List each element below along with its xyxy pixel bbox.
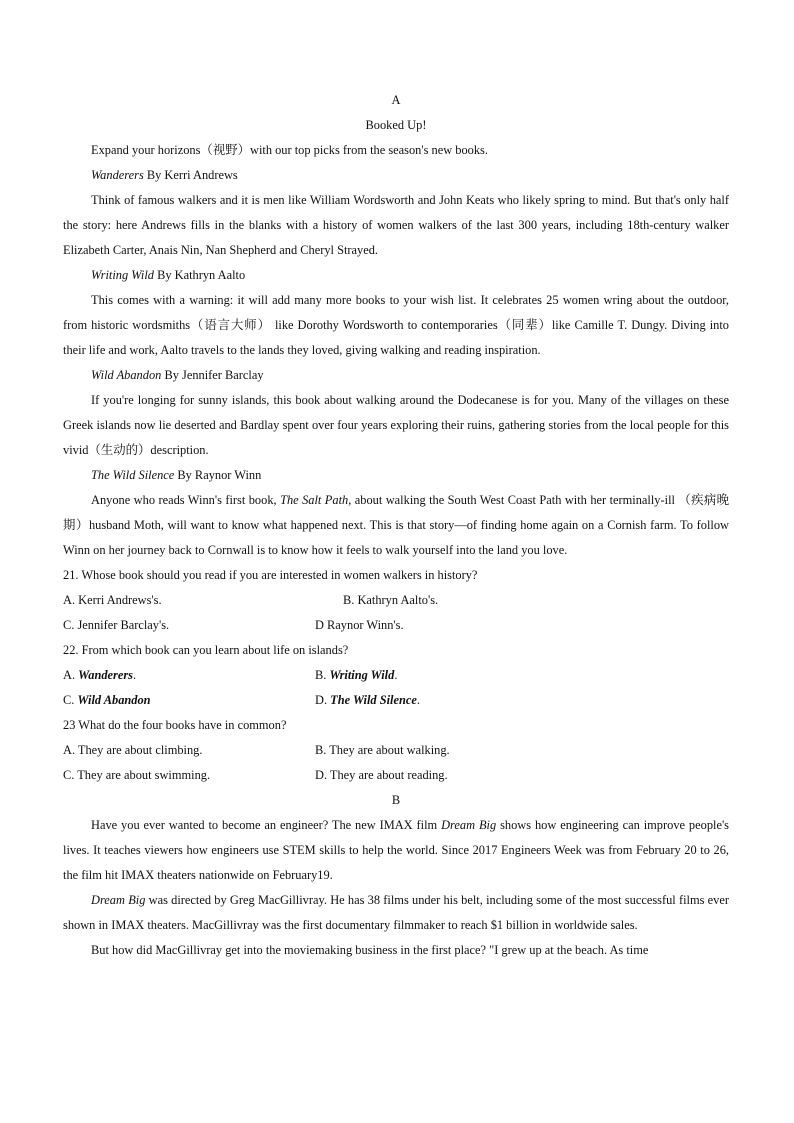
option-letter: A. xyxy=(63,668,79,682)
book-description xyxy=(63,488,729,563)
option-title: Wanderers xyxy=(78,668,133,682)
option-a[interactable] xyxy=(63,663,315,688)
option-suffix: . xyxy=(133,668,137,682)
option-title: The Wild Silence xyxy=(330,693,417,707)
book-description-text: , about walking the South West Coast Path with her terminally-ill （疾病晚期）husband Moth, will want to know what happened next. This is that story—of finding home again on a Cornish farm. To follow Winn on her journey back to Cornwall is to know how it feels to walk yourself into the land you love. xyxy=(63,493,729,557)
book-title: Writing Wild xyxy=(91,268,154,282)
book-heading xyxy=(63,363,729,388)
book-byline: By Raynor Winn xyxy=(174,468,262,482)
book-description: This comes with a warning: it will add many more books to your wish list. It celebrates 25 women wring about the outdoor, from historic wordsmiths（语言大师） like Dorothy Wordsworth to contemporaries（同辈）like Camille T. Dungy. Diving into their life and work, Aalto travels to the lands they loved, giving walking and reading inspiration. xyxy=(63,293,729,357)
document-page xyxy=(63,88,729,963)
option-b[interactable]: B. Kathryn Aalto's. xyxy=(343,593,439,607)
option-title: Wild Abandon xyxy=(77,693,151,707)
section-a-title: Booked Up! xyxy=(365,118,427,132)
book-description: If you're longing for sunny islands, this book about walking around the Dodecanese is for you. Many of the villages on these Greek islands now lie deserted and Bardlay spent over four years exploring their ruins, gathering stories from the local people for this vivid（生动的）description. xyxy=(63,393,729,457)
book-title: The Wild Silence xyxy=(91,468,175,482)
option-d[interactable]: D Raynor Winn's. xyxy=(315,618,404,632)
option-suffix: . xyxy=(416,693,420,707)
question-options-row xyxy=(63,688,729,713)
option-letter: D. xyxy=(315,693,331,707)
film-title: Dream Big xyxy=(91,893,146,907)
book-description: Think of famous walkers and it is men like William Wordsworth and John Keats who likely spring to mind. But that's only half the story: here Andrews fills in the blanks with a history of women walkers of the last 300 years, including 18th-century walker Elizabeth Carter, Anais Nin, Nan Shepherd and Cheryl Strayed. xyxy=(63,193,729,257)
book-description-text: Anyone who reads Winn's first book, xyxy=(91,493,281,507)
book-reference-title: The Salt Path xyxy=(280,493,349,507)
question-options-row xyxy=(63,738,729,763)
option-a[interactable]: A. Kerri Andrews's. xyxy=(63,593,162,607)
section-b-letter: B xyxy=(391,793,401,807)
option-d[interactable] xyxy=(315,688,729,713)
book-byline: By Kathryn Aalto xyxy=(154,268,246,282)
paragraph-text: was directed by Greg MacGillivray. He has 38 films under his belt, including some of the most successful films ever shown in IMAX theaters. MacGillivray was the first documentary filmmaker to reach $1 billion in worldwide sales. xyxy=(63,893,729,932)
section-a-intro: Expand your horizons（视野）with our top picks from the season's new books. xyxy=(91,143,488,157)
book-title: Wanderers xyxy=(91,168,144,182)
paragraph-text: shows how engineering can improve people's lives. It teaches viewers how engineers use STEM skills to help the world. Since 2017 Engineers Week was from February 20 to 26, the film hit IMAX theaters nationwide on February19. xyxy=(63,818,730,882)
option-title: Writing Wild xyxy=(329,668,395,682)
option-d[interactable]: D. They are about reading. xyxy=(315,768,448,782)
question-options-row xyxy=(63,663,729,688)
option-a[interactable]: A. They are about climbing. xyxy=(63,743,203,757)
question-options-row xyxy=(63,763,729,788)
book-byline: By Jennifer Barclay xyxy=(161,368,264,382)
section-a-letter: A xyxy=(391,93,401,107)
paragraph-text: Have you ever wanted to become an engineer? The new IMAX film xyxy=(91,818,442,832)
question-stem: 22. From which book can you learn about life on islands? xyxy=(63,643,349,657)
question-options-row xyxy=(63,613,729,638)
book-heading xyxy=(63,163,729,188)
option-c[interactable]: C. Jennifer Barclay's. xyxy=(63,618,170,632)
section-b-paragraph: But how did MacGillivray get into the moviemaking business in the first place? "I grew up at the beach. As time xyxy=(91,943,649,957)
option-b[interactable] xyxy=(315,663,729,688)
option-c[interactable]: C. They are about swimming. xyxy=(63,768,211,782)
question-stem: 21. Whose book should you read if you are interested in women walkers in history? xyxy=(63,568,478,582)
option-letter: B. xyxy=(315,668,330,682)
book-heading xyxy=(63,463,729,488)
film-title: Dream Big xyxy=(441,818,497,832)
option-b[interactable]: B. They are about walking. xyxy=(315,743,450,757)
book-heading xyxy=(63,263,729,288)
option-suffix: . xyxy=(394,668,398,682)
option-letter: C. xyxy=(63,693,78,707)
question-options-row xyxy=(63,588,729,613)
option-c[interactable] xyxy=(63,688,315,713)
book-byline: By Kerri Andrews xyxy=(143,168,238,182)
section-b-paragraph xyxy=(63,888,729,938)
book-title: Wild Abandon xyxy=(91,368,162,382)
section-b-paragraph xyxy=(63,813,729,888)
question-stem: 23 What do the four books have in common? xyxy=(63,718,287,732)
